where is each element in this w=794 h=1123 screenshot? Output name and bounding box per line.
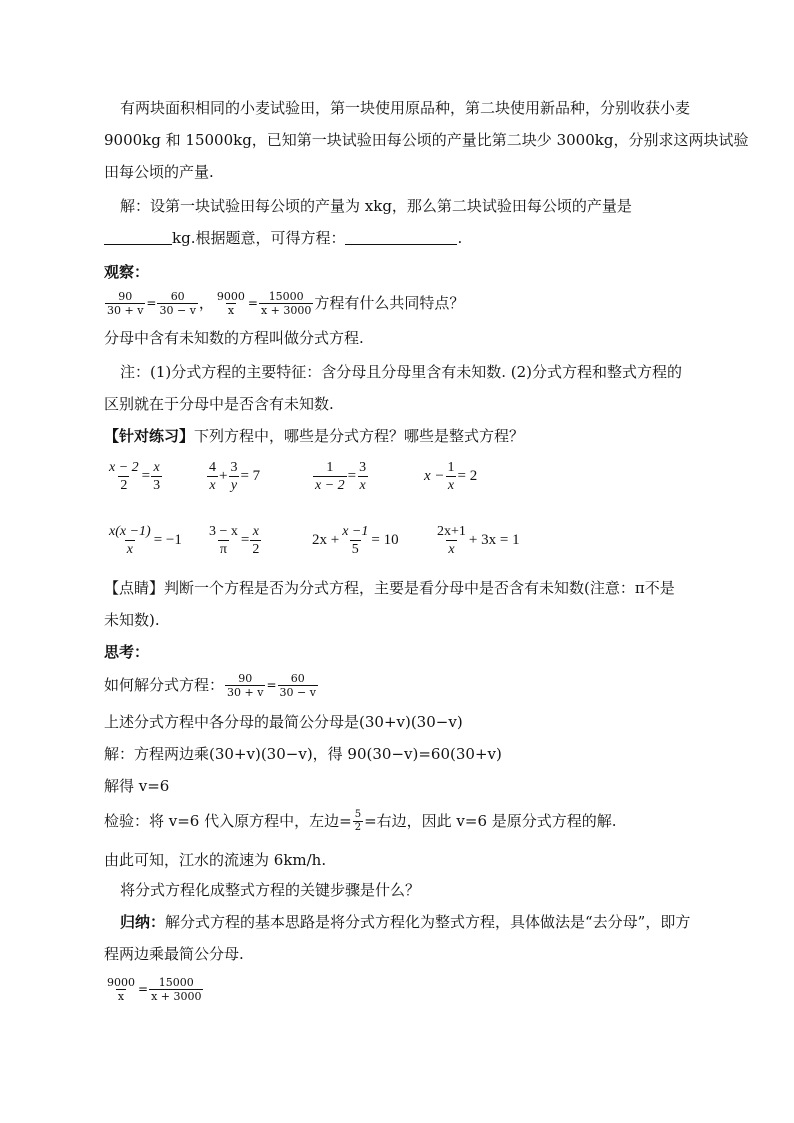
think-lcd: 上述分式方程中各分母的最简公分母是(30+v)(30−v) [104, 713, 463, 731]
check-text-a: 检验：将 v=6 代入原方程中，左边= [104, 812, 352, 830]
note-line-1: 注：(1)分式方程的主要特征：含分母且分母里含有未知数. (2)分式方程和整式方程的 [120, 363, 683, 381]
equals-sign: = [146, 296, 157, 310]
fraction: $\frac{9000}{x}$ [216, 289, 245, 317]
fraction: $\frac{5}{2}$ [354, 808, 362, 833]
solution-line-1: 解：设第一块试验田每公顷的产量为 xkg，那么第二块试验田每公顷的产量是 [120, 197, 632, 215]
think-question [104, 668, 319, 702]
equals-sign: = [266, 678, 277, 692]
fraction: $\frac{90}{30 + v}$ [107, 289, 144, 317]
summary-text: 解分式方程的基本思路是将分式方程化为整式方程，具体做法是“去分母”，即方 [165, 913, 691, 931]
check-text-b: =右边，因此 v=6 是原分式方程的解. [364, 812, 617, 830]
observe-equations [104, 286, 464, 320]
final-equation [104, 972, 204, 1006]
practice-eq-8: $\frac{2x+1}{x}$ + 3x = 1 [437, 523, 520, 557]
observe-question: 方程有什么共同特点？ [314, 294, 465, 312]
practice-tag: 【针对练习】 [104, 427, 195, 445]
think-question-text: 如何解分式方程： [104, 676, 225, 694]
summary-line-1 [120, 912, 690, 932]
think-key-question: 将分式方程化成整式方程的关键步骤是什么？ [120, 881, 421, 899]
think-check [104, 804, 617, 838]
fraction: $\frac{9000}{x}$ [107, 975, 135, 1003]
problem-line-1: 有两块面积相同的小麦试验田，第一块使用原品种，第二块使用新品种，分别收获小麦 [120, 99, 691, 117]
summary-tag: 归纳： [120, 913, 166, 931]
solution-line-2 [104, 228, 462, 248]
practice-eq-6: $\frac{3 - x}{\pi}$ = $\frac{x}{2}$ [209, 523, 260, 557]
think-step-1: 解：方程两边乘(30+v)(30−v)，得 90(30−v)=60(30+v) [104, 745, 502, 763]
practice-eq-3: $\frac{1}{x - 2}$ = $\frac{3}{x}$ [315, 459, 367, 493]
practice-eq-2: $\frac{4}{x}$ + $\frac{3}{y}$ = 7 [209, 459, 261, 493]
think-conclusion: 由此可知，江水的流速为 6km/h. [104, 851, 327, 869]
solution-period: . [457, 229, 463, 247]
tip-line-2: 未知数). [104, 611, 160, 629]
problem-line-3: 田每公顷的产量. [104, 163, 214, 181]
think-heading: 思考： [104, 643, 150, 661]
problem-line-2: 9000kg 和 15000kg，已知第一块试验田每公顷的产量比第二块少 3000kg，分别求这两块试验 [104, 131, 749, 149]
practice-heading [104, 426, 524, 446]
observe-heading: 观察： [104, 263, 150, 281]
definition-text: 分母中含有未知数的方程叫做分式方程. [104, 329, 364, 347]
tip-line-1: 【点睛】判断一个方程是否为分式方程，主要是看分母中是否含有未知数(注意：π不是 [104, 579, 675, 597]
practice-eq-7: 2x + $\frac{x -1}{5}$ = 10 [312, 523, 399, 557]
fraction: $\frac{90}{30 + v}$ [227, 671, 264, 699]
think-step-2: 解得 v=6 [104, 777, 170, 795]
practice-text: 下列方程中，哪些是分式方程？哪些是整式方程？ [194, 427, 525, 445]
solution-text: kg.根据题意，可得方程： [172, 229, 346, 247]
practice-eq-4: x − $\frac{1}{x}$ = 2 [424, 459, 478, 493]
fraction: $\frac{15000}{x + 3000}$ [260, 289, 312, 317]
fraction: $\frac{15000}{x + 3000}$ [151, 975, 202, 1003]
summary-line-2: 程两边乘最简公分母. [104, 945, 244, 963]
equals-sign: = [138, 982, 149, 996]
answer-blank-2[interactable] [345, 228, 457, 245]
practice-eq-1: $\frac{x - 2}{2}$ = $\frac{x}{3}$ [109, 459, 161, 493]
practice-eq-5: $\frac{x(x -1)}{x}$ = −1 [109, 523, 182, 557]
equals-sign: = [247, 296, 258, 310]
fraction: $\frac{60}{30 - v}$ [279, 671, 316, 699]
answer-blank-1[interactable] [104, 228, 172, 245]
note-line-2: 区别就在于分母中是否含有未知数. [104, 395, 334, 413]
comma: ， [198, 294, 214, 312]
fraction: $\frac{60}{30 - v}$ [159, 289, 196, 317]
